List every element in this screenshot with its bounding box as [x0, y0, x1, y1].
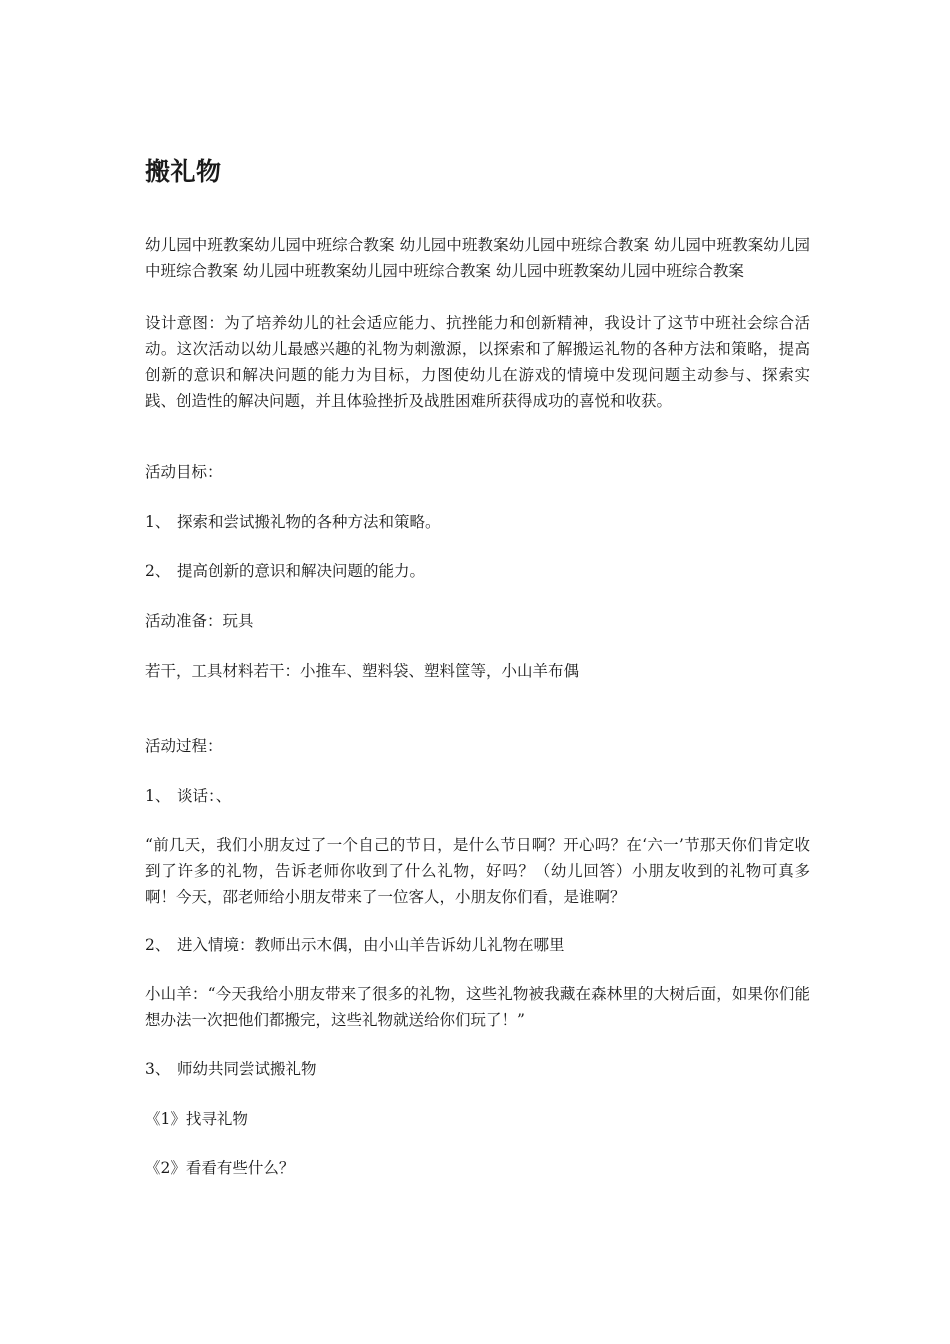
- step-text: 师幼共同尝试搬礼物: [177, 1060, 317, 1078]
- step-number: 3、: [145, 1060, 171, 1078]
- goal-number: 2、: [145, 562, 171, 580]
- process-heading: 活动过程：: [145, 737, 223, 755]
- step-1-quote: “前几天，我们小朋友过了一个自己的节日，是什么节日啊？开心吗？在‘六一’节那天你们肯定收到了许多的礼物，告诉老师你收到了什么礼物，好吗？（幼儿回答）小朋友收到的礼物可真多啊！今天，邵老师给小朋友带来了一位客人，小朋友你们看，是谁啊？: [145, 836, 810, 906]
- page-title: 搬礼物: [145, 157, 222, 186]
- goal-item-1: [145, 509, 441, 535]
- step-text: 进入情境：教师出示木偶，由小山羊告诉幼儿礼物在哪里: [177, 936, 565, 954]
- materials-line: 若干，工具材料若干：小推车、塑料袋、塑料筐等，小山羊布偶: [145, 662, 580, 680]
- goals-heading: 活动目标：: [145, 463, 223, 481]
- step-1: [145, 783, 231, 809]
- design-intent-paragraph: 设计意图：为了培养幼儿的社会适应能力、抗挫能力和创新精神，我设计了这节中班社会综合活动。这次活动以幼儿最感兴趣的礼物为刺激源，以探索和了解搬运礼物的各种方法和策略，提高创新的意识和解决问题的能力为目标，力图使幼儿在游戏的情境中发现问题主动参与、探索实践、创造性的解决问题，并且体验挫折及战胜困难所获得成功的喜悦和收获。: [145, 314, 810, 410]
- tags-paragraph: 幼儿园中班教案幼儿园中班综合教案 幼儿园中班教案幼儿园中班综合教案 幼儿园中班教案幼儿园中班综合教案 幼儿园中班教案幼儿园中班综合教案 幼儿园中班教案幼儿园中班综合教案: [145, 236, 810, 280]
- goal-text: 提高创新的意识和解决问题的能力。: [177, 562, 426, 580]
- step-text: 谈话：、: [177, 787, 232, 805]
- step-3: [145, 1056, 317, 1082]
- goal-item-2: [145, 558, 425, 584]
- step-number: 2、: [145, 936, 171, 954]
- sub-step-1: 《1》找寻礼物: [145, 1110, 248, 1128]
- step-2: [145, 932, 565, 958]
- goal-number: 1、: [145, 513, 171, 531]
- sub-step-2: 《2》看看有些什么？: [145, 1159, 295, 1177]
- step-number: 1、: [145, 787, 171, 805]
- goal-text: 探索和尝试搬礼物的各种方法和策略。: [177, 513, 441, 531]
- preparation-line: 活动准备：玩具: [145, 612, 254, 630]
- step-2-quote: 小山羊：“今天我给小朋友带来了很多的礼物，这些礼物被我藏在森林里的大树后面，如果你们能想办法一次把他们都搬完，这些礼物就送给你们玩了！”: [145, 985, 810, 1029]
